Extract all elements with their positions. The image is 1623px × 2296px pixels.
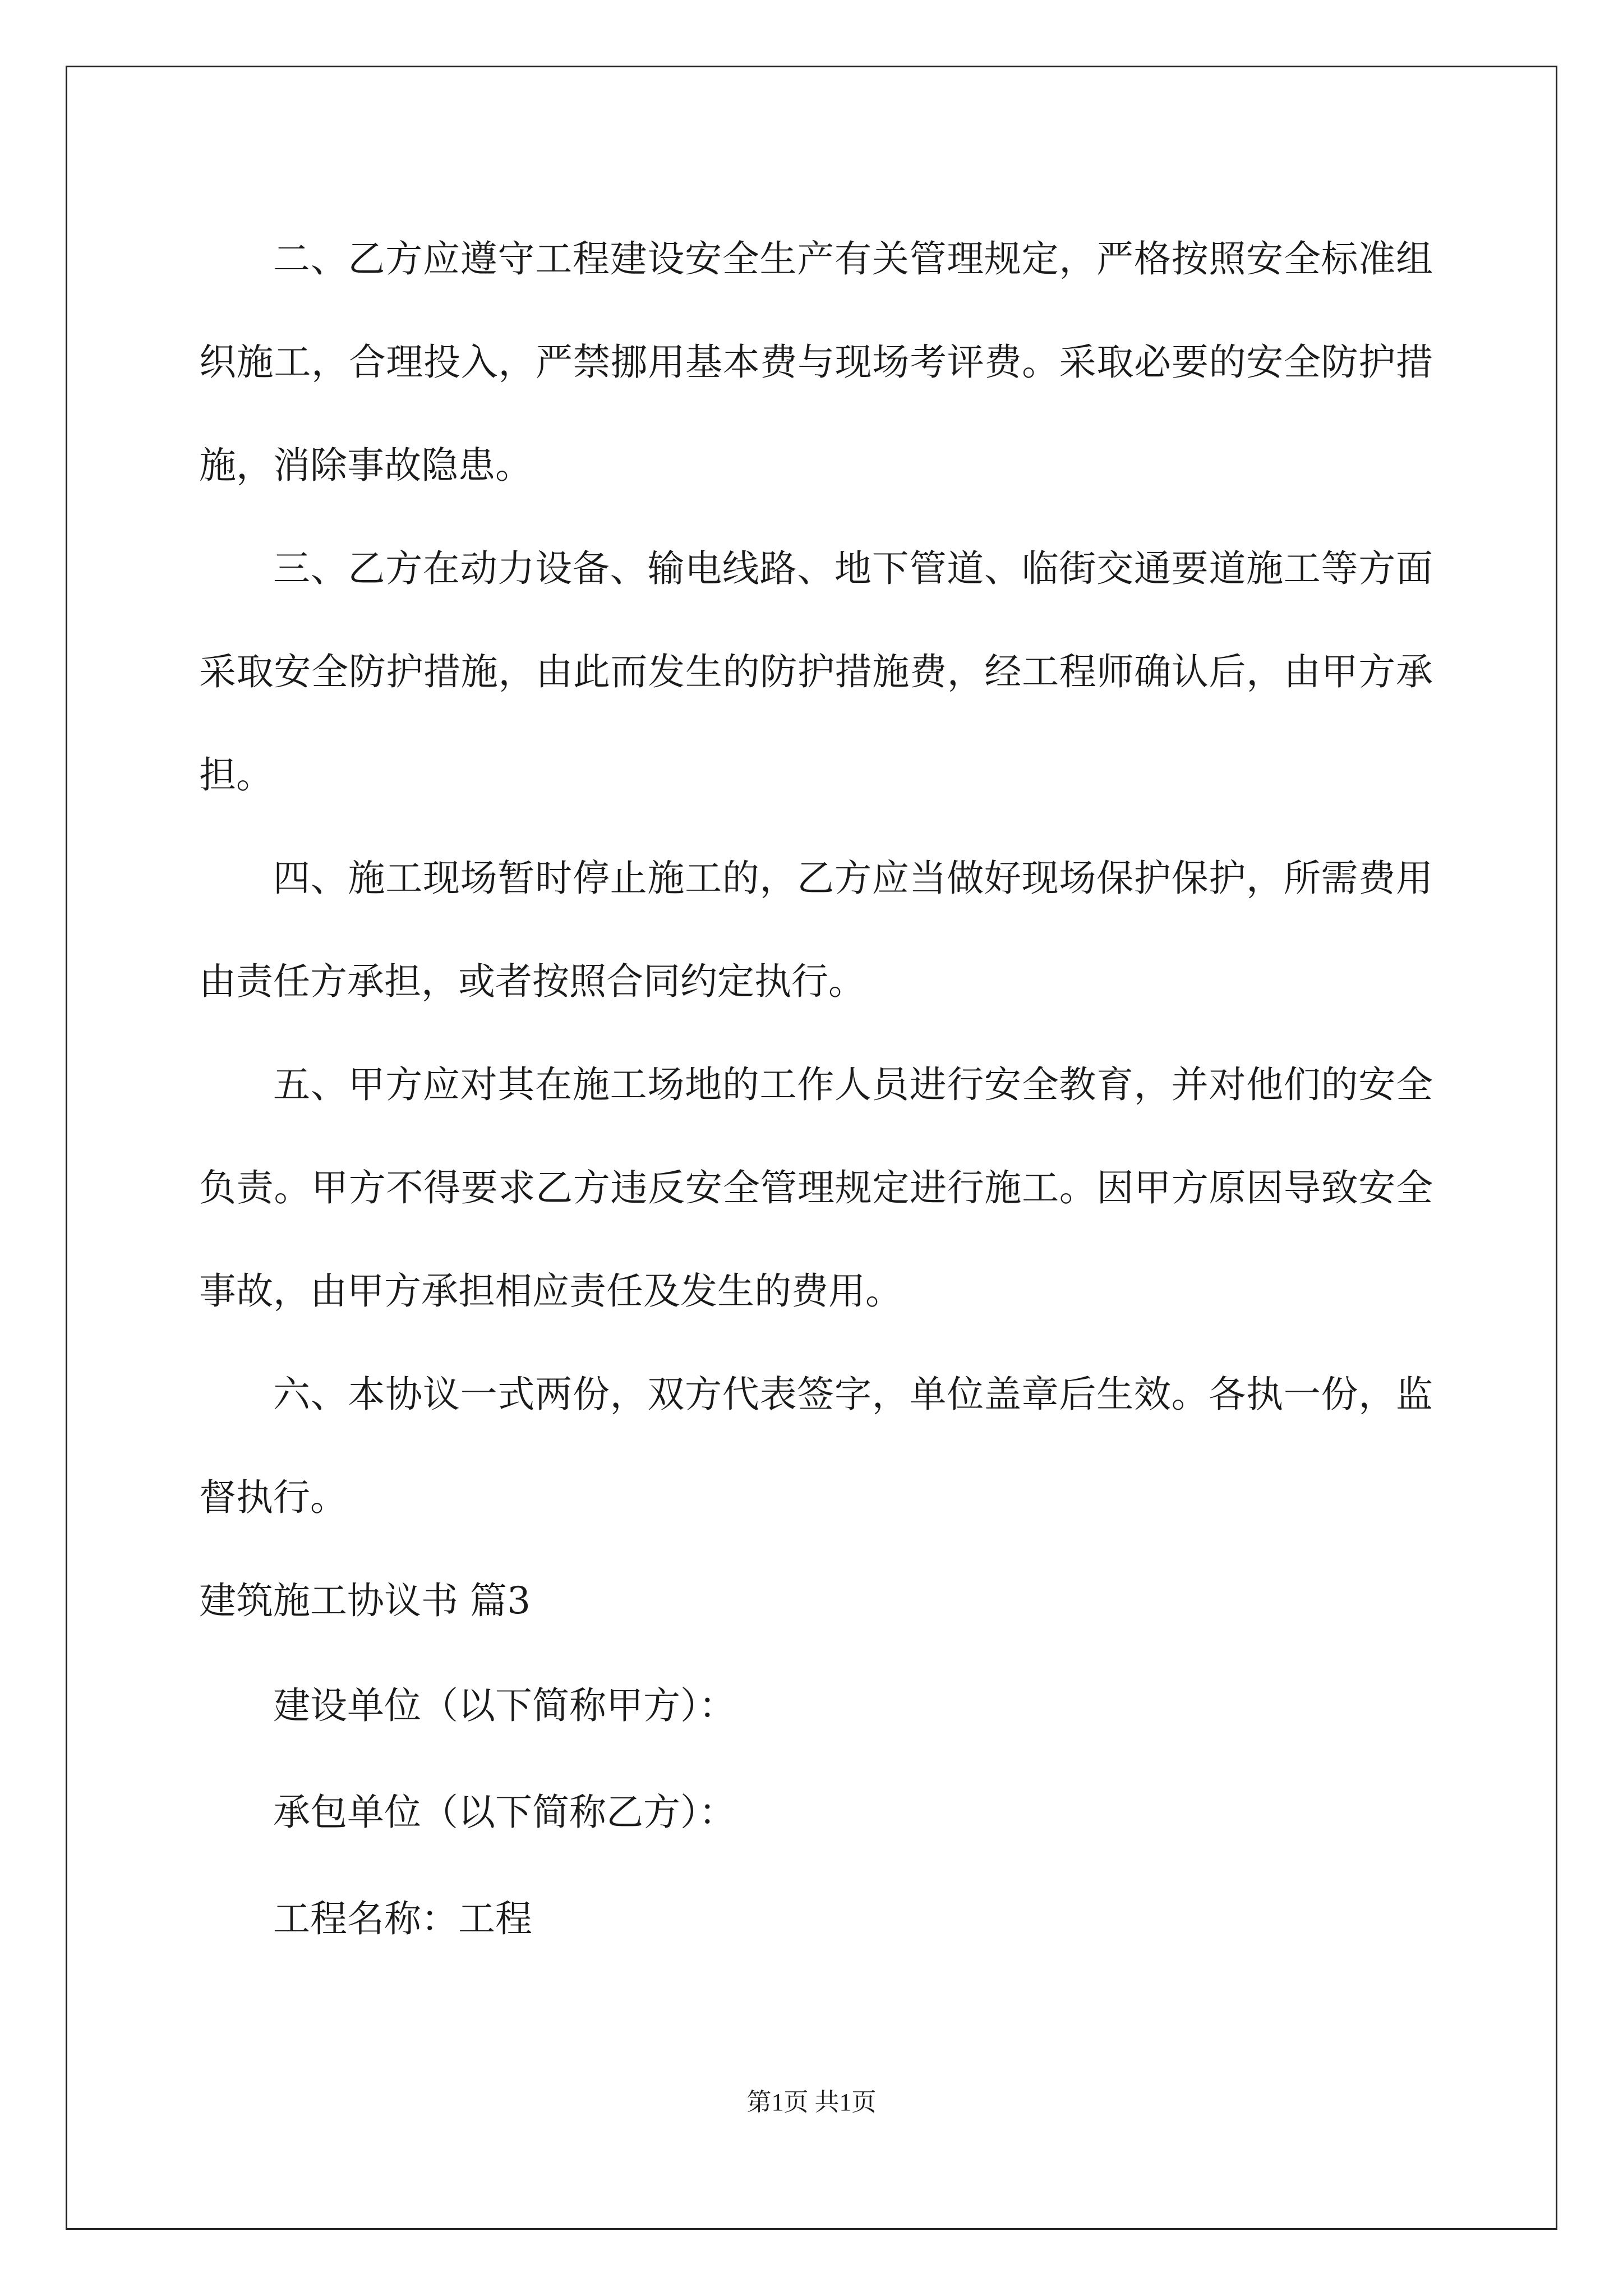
paragraph-protective-measures: 三、乙方在动力设备、输电线路、地下管道、临街交通要道施工等方面采取安全防护措施，由此而发生的防护措施费，经工程师确认后，由甲方承担。 [199,547,1433,797]
document-body [199,208,1433,1972]
paragraph-safety-compliance: 二、乙方应遵守工程建设安全生产有关管理规定，严格按照安全标准组织施工，合理投入，严禁挪用基本费与现场考评费。采取必要的安全防护措施，消除事故隐患。 [199,237,1433,487]
paragraph-site-suspension: 四、施工现场暂时停止施工的，乙方应当做好现场保护保护，所需费用由责任方承担，或者按照合同约定执行。 [199,857,1433,1003]
field-project-name: 工程名称：工程 [273,1897,532,1940]
paragraph-party-a-responsibility: 五、甲方应对其在施工场地的工作人员进行安全教育，并对他们的安全负责。甲方不得要求乙方违反安全管理规定进行施工。因甲方原因导致安全事故，由甲方承担相应责任及发生的费用。 [199,1063,1433,1313]
field-contractor-unit: 承包单位（以下简称乙方）： [273,1791,736,1834]
field-construction-unit: 建设单位（以下简称甲方）： [273,1684,736,1727]
section-heading: 建筑施工协议书 篇3 [199,1579,531,1622]
paragraph-copies-effective: 六、本协议一式两份，双方代表签字，单位盖章后生效。各执一份，监督执行。 [199,1373,1433,1519]
page-number-footer: 第1页 共1页 [746,2088,877,2116]
